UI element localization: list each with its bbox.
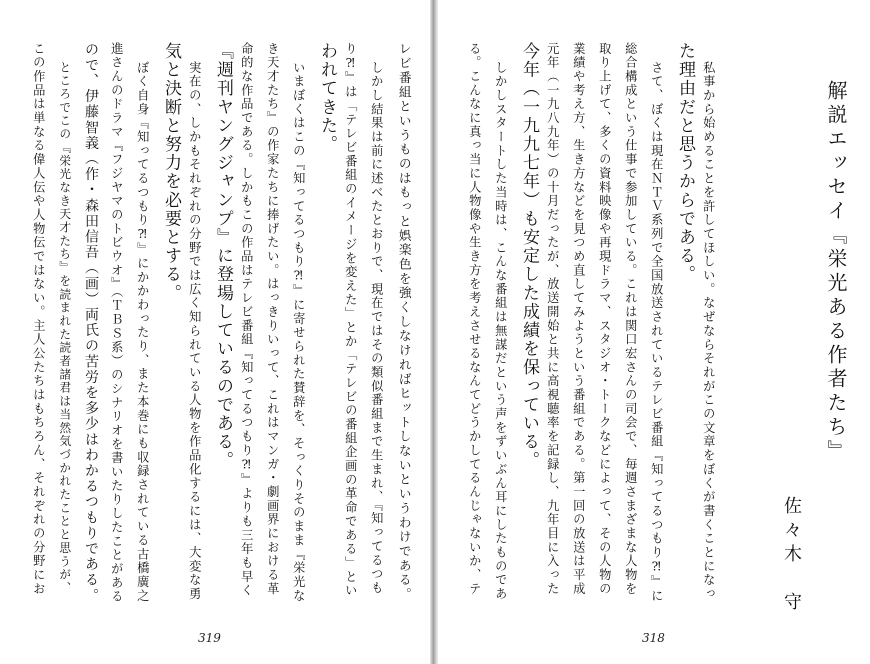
text-line: き天才たち』の作家たちに捧げたい。はっきりいって、これはマンガ・劇画界における革: [265, 42, 280, 596]
essay-author: 佐々木 守: [781, 496, 802, 616]
text-line: この作品は単なる偉人伝や人物伝ではない。主人公たちはもちろん、それぞれの分野にお: [31, 42, 46, 596]
text-line: 取り上げて、多くの資料映像や再現ドラマ、スタジオ・トークなどによって、その人物の: [597, 42, 612, 596]
text-line: いまぼくはこの『知ってるつもり⁈』に寄せられた賛辞を、そっくりそのまま『栄光な: [291, 61, 306, 603]
text-line: しかしスタートした当時は、こんな番組は無謀だという声をずいぶん耳にしたものであ: [493, 61, 508, 602]
text-line: た理由だと思うからである。: [675, 42, 695, 284]
text-line: 命的な作品である。しかもこの作品はテレビ番組『知ってるつもり⁈』よりも三年も早く: [239, 42, 254, 598]
left-page: [0, 0, 430, 664]
text-line: 実在の、しかもそれぞれの分野では広く知られている人物を作品化するには、大変な勇: [187, 61, 202, 602]
text-line: 私事から始めることを許してほしい。なぜならそれがこの文章をぼくが書くことになっ: [701, 61, 716, 602]
text-line: ところでこの『栄光なき天才たち』を読まれた読者諸君は当然気づかれたことと思うが、: [57, 61, 72, 595]
text-line: 業績や考え方、生き方などを見つめ直してみようという番組である。第一回の放送は平成: [571, 42, 586, 596]
text-line: 気と決断と努力を必要とする。: [161, 42, 181, 303]
text-line: さて、ぼくは現在ＮＴＶ系列で全国放送されているテレビ番組『知ってるつもり⁈』に: [649, 61, 664, 603]
text-line: 『週刊ヤングジャンプ』に登場しているのである。: [213, 42, 233, 470]
text-line: ので、伊藤智義（作・森田信吾（画）両氏の苦労を多少はわかるつもりである。: [83, 42, 99, 604]
right-page: [438, 0, 870, 664]
page-number: 319: [198, 631, 221, 645]
text-line: 元年（一九八九年）の十月だったが、放送開始と共に高視聴率を記録し、九年目に入った: [545, 42, 560, 596]
text-line: ぼく自身『知ってるつもり⁈』にかかわったり、また本巻にも収録されている古橋廣之: [135, 61, 150, 603]
text-line: しかし結果は前に述べたとおりで、現在ではその類似番組まで生まれ、『知ってるつも: [369, 61, 384, 596]
text-line: レビ番組というものはもっと娯楽色を強くしなければヒットしないというわけである。: [395, 42, 411, 602]
text-line: る。こんなに真っ当に人物像や生き方を考えさせるなんてどうかしてるんじゃないか、テ: [467, 42, 482, 596]
text-line: り⁈』は「テレビ番組のイメージを変えた」とか「テレビの番組企画の革命である」とい: [343, 42, 358, 598]
text-line: 総合構成という仕事で参加している。これは関口宏さんの司会で、毎週さまざまな人物を: [623, 42, 638, 596]
text-line: われてきた。: [317, 42, 337, 154]
essay-title: 解説エッセイ『栄光ある作者たち』: [824, 80, 848, 464]
text-line: 今年（一九九七年）も安定した成績を保っている。: [519, 42, 539, 470]
page-number: 318: [642, 631, 665, 645]
text-line: 進さんのドラマ『フジヤマのトビウオ』（ＴＢＳ系）のシナリオを書いたりしたことがある: [109, 42, 124, 604]
book-gutter: [430, 0, 438, 664]
